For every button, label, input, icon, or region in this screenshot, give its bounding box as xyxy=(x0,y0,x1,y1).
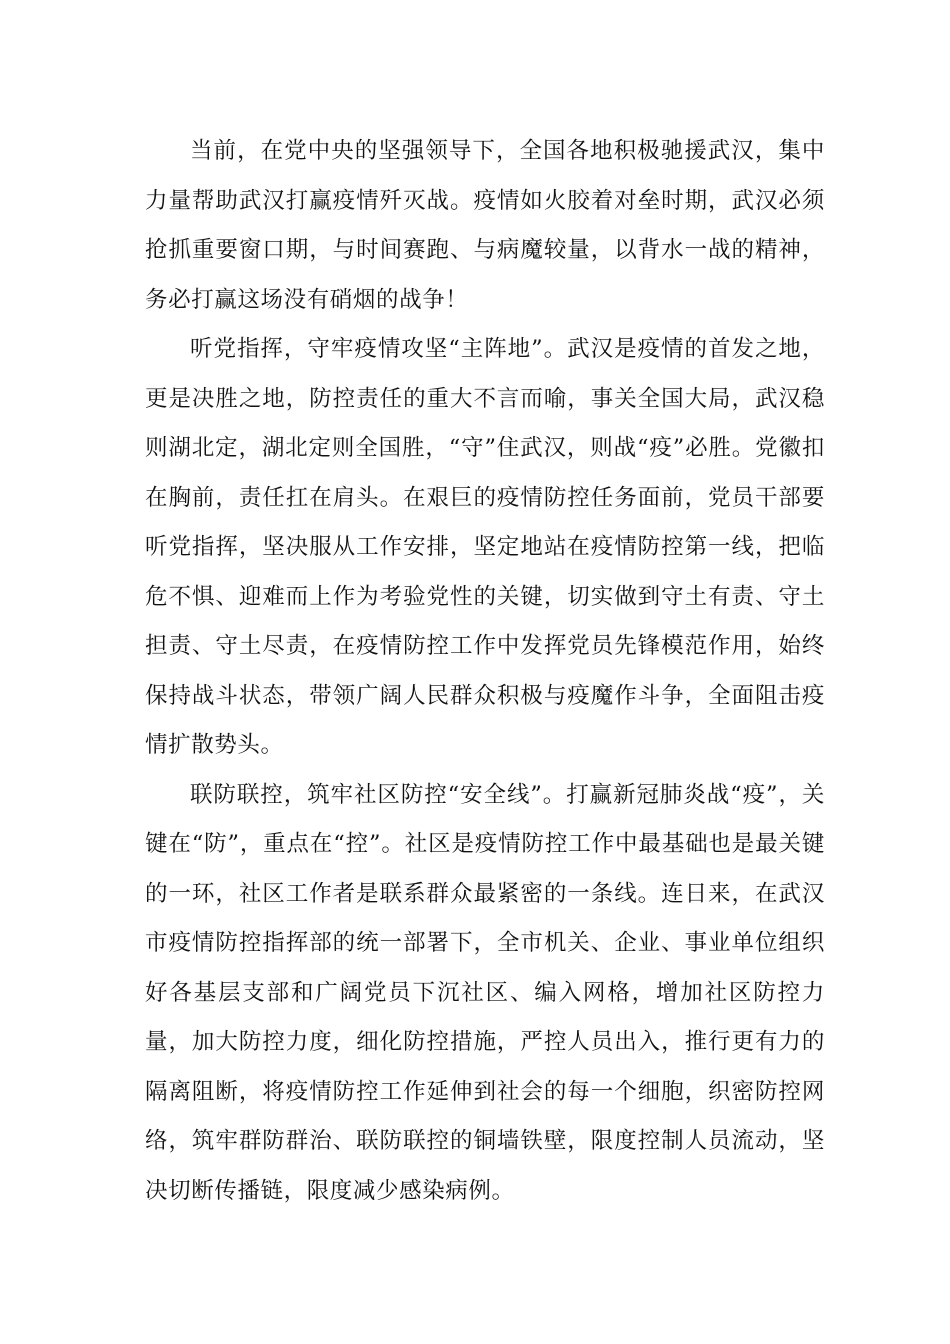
paragraph-joint-control: 联防联控，筑牢社区防控“安全线”。打赢新冠肺炎战“疫”，关键在“防”，重点在“控”。社区是疫情防控工作中最基础也是最关键的一环，社区工作者是联系群众最紧密的一条线。连日来，在武汉市疫情防控指挥部的统一部署下，全市机关、企业、事业单位组织好各基层支部和广阔党员下沉社区、编入网格，增加社区防控力量，加大防控力度，细化防控措施，严控人员出入，推行更有力的隔离阻断，将疫情防控工作延伸到社会的每一个细胞，织密防控网络，筑牢群防群治、联防联控的铜墙铁壁，限度控制人员流动，坚决切断传播链，限度减少感染病例。 xyxy=(145,781,825,1204)
document-body xyxy=(145,127,825,1216)
paragraph-party-command: 听党指挥，守牢疫情攻坚“主阵地”。武汉是疫情的首发之地，更是决胜之地，防控责任的重大不言而喻，事关全国大局，武汉稳则湖北定，湖北定则全国胜，“守”住武汉，则战“疫”必胜。党徽扣在胸前，责任扛在肩头。在艰巨的疫情防控任务面前，党员干部要听党指挥，坚决服从工作安排，坚定地站在疫情防控第一线，把临危不惧、迎难而上作为考验党性的关键，切实做到守土有责、守土担责、守土尽责，在疫情防控工作中发挥党员先锋模范作用，始终保持战斗状态，带领广阔人民群众积极与疫魔作斗争，全面阻击疫情扩散势头。 xyxy=(145,336,825,758)
paragraph-intro: 当前，在党中央的坚强领导下，全国各地积极驰援武汉，集中力量帮助武汉打赢疫情歼灭战。疫情如火胶着对垒时期，武汉必须抢抓重要窗口期，与时间赛跑、与病魔较量，以背水一战的精神，务必打赢这场没有硝烟的战争！ xyxy=(145,138,825,313)
